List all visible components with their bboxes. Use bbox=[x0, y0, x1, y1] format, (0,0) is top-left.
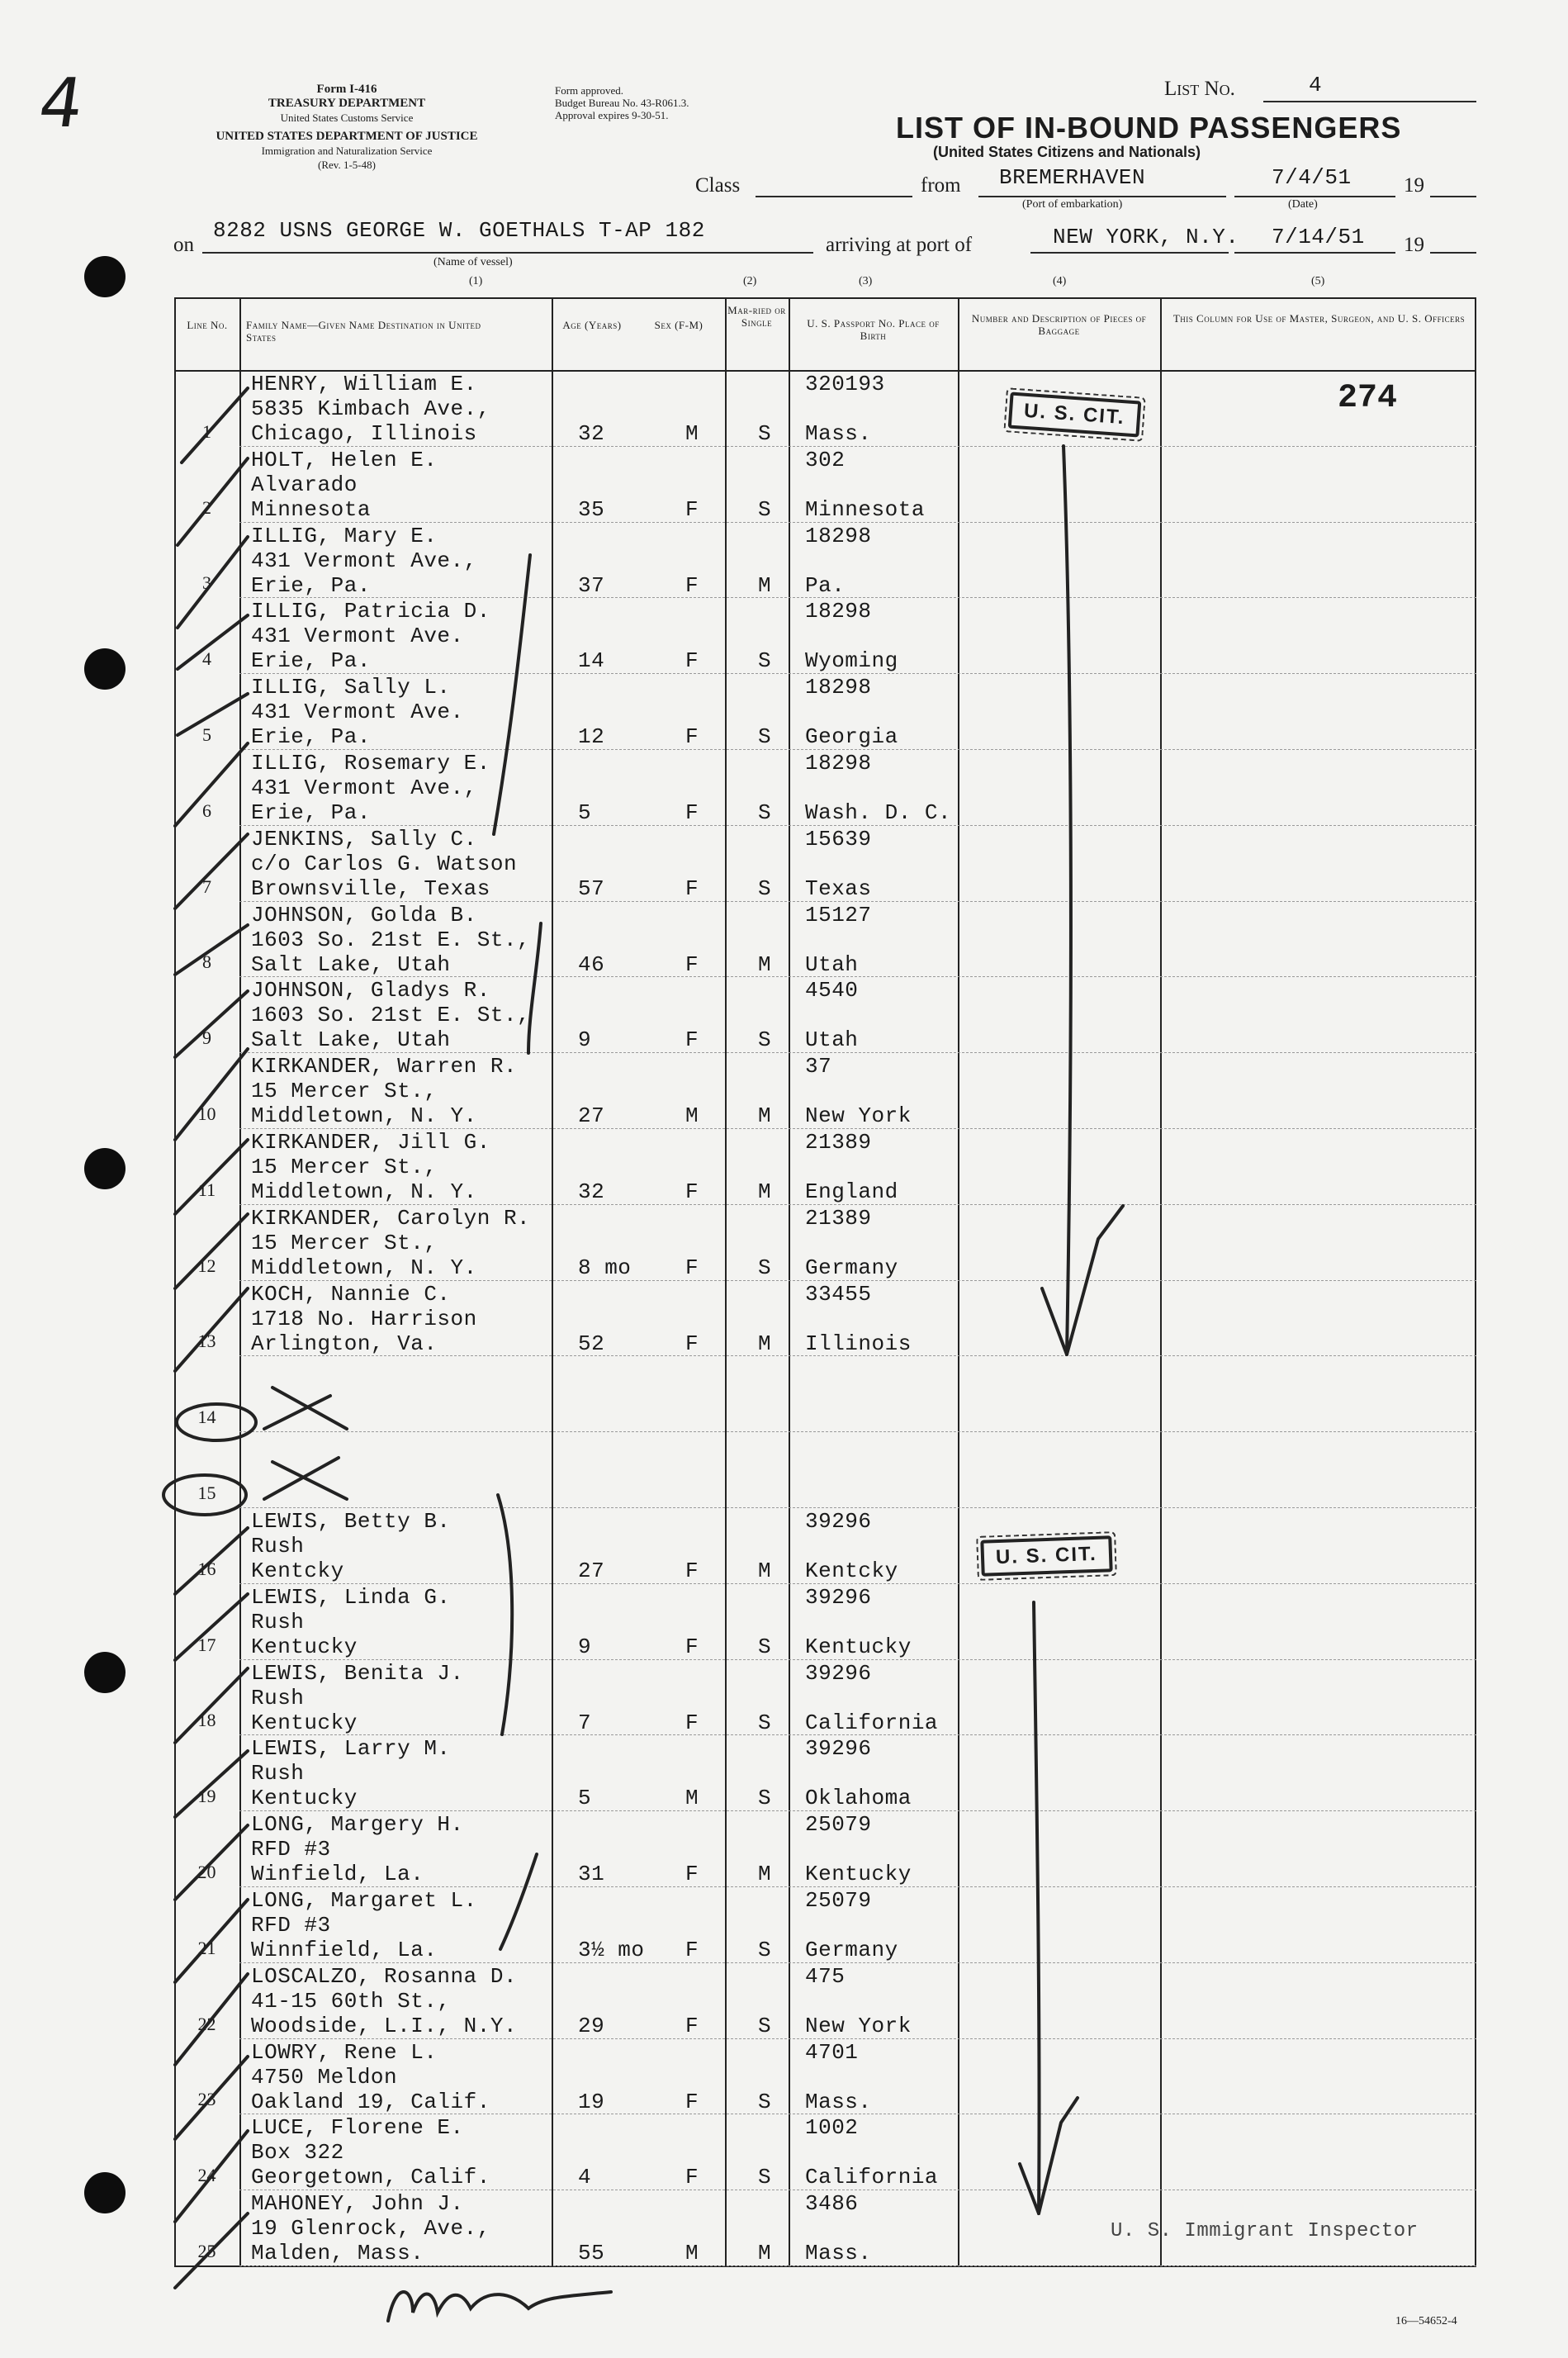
line-number: 24 bbox=[197, 2165, 216, 2186]
col-number: (4) bbox=[1053, 275, 1067, 287]
footer-code: 16—54652-4 bbox=[1395, 2315, 1457, 2327]
passenger-marital-status: M bbox=[758, 1862, 772, 1887]
passenger-name: MAHONEY, John J. bbox=[251, 2191, 464, 2217]
passenger-destination: Winnfield, La. bbox=[251, 1938, 438, 1962]
arrival-port: NEW YORK, N.Y. bbox=[1053, 225, 1239, 249]
passenger-name: ILLIG, Sally L. bbox=[251, 675, 451, 700]
passenger-sex: M bbox=[685, 1786, 699, 1811]
place-of-birth: Utah bbox=[805, 951, 859, 977]
col-header-married: Mar-ried or Single bbox=[727, 304, 786, 329]
passenger-sex: F bbox=[685, 1938, 699, 1962]
date-caption: (Date) bbox=[1288, 198, 1318, 211]
passport-number: 21389 bbox=[805, 1205, 872, 1231]
line-number: 15 bbox=[197, 1483, 216, 1503]
passenger-sex: M bbox=[685, 421, 699, 446]
passport-number: 320193 bbox=[805, 372, 885, 396]
passenger-address: 15 Mercer St., bbox=[251, 1230, 438, 1255]
vessel-caption: (Name of vessel) bbox=[433, 256, 513, 268]
passenger-age: 27 bbox=[578, 1559, 605, 1583]
passenger-name: KIRKANDER, Carolyn R. bbox=[251, 1205, 531, 1231]
cross-mark bbox=[264, 1458, 347, 1499]
passenger-sex: F bbox=[685, 1634, 699, 1659]
col-header-sex: Sex (F-M) bbox=[654, 319, 703, 331]
passenger-sex: F bbox=[685, 724, 699, 750]
passenger-name: ILLIG, Rosemary E. bbox=[251, 751, 490, 776]
col-header-name: Family Name—Given Name Destination in United States bbox=[246, 319, 481, 344]
passenger-address: 1603 So. 21st E. St., bbox=[251, 927, 531, 952]
passenger-address: 431 Vermont Ave. bbox=[251, 700, 464, 725]
form-revision: (Rev. 1-5-48) bbox=[318, 159, 376, 171]
passenger-marital-status: S bbox=[758, 800, 772, 825]
passenger-marital-status: M bbox=[758, 572, 772, 598]
passenger-age: 35 bbox=[578, 496, 605, 522]
check-mark bbox=[1020, 2098, 1078, 2213]
year-label-2: 19 bbox=[1404, 234, 1424, 256]
passenger-destination: Salt Lake, Utah bbox=[251, 1027, 451, 1053]
passport-number: 15127 bbox=[805, 902, 872, 928]
passport-number: 15639 bbox=[805, 826, 872, 852]
passenger-destination: Chicago, Illinois bbox=[251, 421, 477, 446]
tick-marks bbox=[175, 388, 248, 1371]
passenger-destination: Winfield, La. bbox=[251, 1862, 424, 1887]
line-number: 8 bbox=[202, 951, 211, 973]
passenger-marital-status: M bbox=[758, 951, 772, 977]
passport-number: 33455 bbox=[805, 1281, 872, 1307]
passenger-marital-status: S bbox=[758, 1634, 772, 1659]
passenger-address: 431 Vermont Ave., bbox=[251, 548, 477, 573]
passenger-age: 7 bbox=[578, 1710, 592, 1735]
passenger-sex: F bbox=[685, 800, 699, 825]
passenger-destination: Erie, Pa. bbox=[251, 800, 371, 825]
passenger-name: LEWIS, Benita J. bbox=[251, 1660, 464, 1686]
passenger-destination: Erie, Pa. bbox=[251, 648, 371, 674]
place-of-birth: Wyoming bbox=[805, 648, 898, 674]
list-no-label: List No. bbox=[1164, 78, 1235, 100]
passport-number: 18298 bbox=[805, 751, 872, 776]
passport-number: 39296 bbox=[805, 1736, 872, 1762]
passenger-age: 9 bbox=[578, 1634, 592, 1659]
passenger-marital-status: S bbox=[758, 421, 772, 446]
passport-number: 21389 bbox=[805, 1130, 872, 1155]
passport-number: 3486 bbox=[805, 2191, 859, 2217]
us-citizen-stamp: U. S. CIT. bbox=[1008, 392, 1141, 438]
place-of-birth: New York bbox=[805, 2013, 912, 2038]
passenger-sex: F bbox=[685, 648, 699, 674]
passenger-address: RFD #3 bbox=[251, 1837, 331, 1862]
family-bracket bbox=[498, 1495, 512, 1734]
place-of-birth: Germany bbox=[805, 1255, 898, 1280]
check-mark bbox=[1042, 1206, 1123, 1355]
passenger-sex: M bbox=[685, 2241, 699, 2266]
passenger-destination: Kentcky bbox=[251, 1559, 344, 1583]
passenger-sex: F bbox=[685, 2165, 699, 2190]
passenger-marital-status: M bbox=[758, 1103, 772, 1129]
passenger-name: HOLT, Helen E. bbox=[251, 447, 438, 472]
passenger-age: 5 bbox=[578, 1786, 592, 1811]
passenger-sex: F bbox=[685, 496, 699, 522]
passenger-address: 4750 Meldon bbox=[251, 2064, 398, 2090]
passenger-name: LONG, Margery H. bbox=[251, 1812, 464, 1838]
passenger-sex: F bbox=[685, 1331, 699, 1356]
circled-line-14 bbox=[177, 1404, 256, 1440]
line-number: 3 bbox=[202, 572, 211, 594]
baggage-arrow bbox=[1063, 446, 1071, 1355]
line-number: 11 bbox=[197, 1179, 216, 1200]
passenger-marital-status: S bbox=[758, 648, 772, 674]
passport-number: 39296 bbox=[805, 1509, 872, 1534]
place-of-birth: New York bbox=[805, 1103, 912, 1129]
passenger-marital-status: S bbox=[758, 1710, 772, 1735]
passport-number: 4540 bbox=[805, 978, 859, 1003]
col-number: (2) bbox=[743, 275, 757, 287]
line-number: 22 bbox=[197, 2013, 216, 2034]
line-number: 16 bbox=[197, 1558, 216, 1579]
baggage-arrow bbox=[1034, 1602, 1040, 2213]
passenger-age: 31 bbox=[578, 1862, 605, 1887]
passport-number: 475 bbox=[805, 1963, 846, 1989]
passenger-name: LOWRY, Rene L. bbox=[251, 2039, 438, 2065]
passenger-destination: Arlington, Va. bbox=[251, 1331, 438, 1356]
place-of-birth: Mass. bbox=[805, 2241, 872, 2266]
passport-number: 18298 bbox=[805, 675, 872, 700]
passenger-address: Alvarado bbox=[251, 472, 358, 497]
place-of-birth: California bbox=[805, 1710, 939, 1735]
passenger-name: JOHNSON, Golda B. bbox=[251, 902, 477, 928]
passenger-sex: F bbox=[685, 2089, 699, 2114]
passenger-destination: Kentucky bbox=[251, 1634, 358, 1659]
passenger-destination: Kentucky bbox=[251, 1786, 358, 1811]
passenger-destination: Salt Lake, Utah bbox=[251, 951, 451, 977]
passport-number: 18298 bbox=[805, 599, 872, 624]
passenger-age: 8 mo bbox=[578, 1255, 632, 1280]
passenger-age: 27 bbox=[578, 1103, 605, 1129]
passenger-sex: F bbox=[685, 1710, 699, 1735]
passenger-address: Rush bbox=[251, 1761, 305, 1786]
approval-line: Budget Bureau No. 43-R061.3. bbox=[555, 97, 689, 109]
customs-service: United States Customs Service bbox=[280, 111, 414, 124]
passenger-sex: F bbox=[685, 2013, 699, 2038]
passenger-address: Rush bbox=[251, 1685, 305, 1710]
line-number: 18 bbox=[197, 1710, 216, 1731]
line-number: 1 bbox=[202, 420, 211, 442]
passenger-age: 19 bbox=[578, 2089, 605, 2114]
place-of-birth: Utah bbox=[805, 1027, 859, 1053]
line-number: 17 bbox=[197, 1634, 216, 1655]
passenger-sex: M bbox=[685, 1103, 699, 1129]
passenger-name: LEWIS, Larry M. bbox=[251, 1736, 451, 1762]
place-of-birth: Germany bbox=[805, 1938, 898, 1962]
passenger-address: 1603 So. 21st E. St., bbox=[251, 1003, 531, 1028]
passenger-age: 4 bbox=[578, 2165, 592, 2190]
passenger-destination: Erie, Pa. bbox=[251, 724, 371, 750]
passenger-address: 15 Mercer St., bbox=[251, 1079, 438, 1104]
dept-justice: UNITED STATES DEPARTMENT OF JUSTICE bbox=[216, 130, 478, 143]
passenger-name: JENKINS, Sally C. bbox=[251, 826, 477, 852]
passenger-name: HENRY, William E. bbox=[251, 372, 477, 396]
passenger-address: c/o Carlos G. Watson bbox=[251, 851, 518, 876]
arriving-label: arriving at port of bbox=[826, 234, 973, 256]
passenger-destination: Kentucky bbox=[251, 1710, 358, 1735]
inspector-title: U. S. Immigrant Inspector bbox=[1111, 2220, 1419, 2242]
place-of-birth: Illinois bbox=[805, 1331, 912, 1356]
passport-number: 4701 bbox=[805, 2039, 859, 2065]
line-number: 9 bbox=[202, 1027, 211, 1049]
family-bracket bbox=[500, 1854, 537, 1949]
passenger-sex: F bbox=[685, 1559, 699, 1583]
us-citizen-stamp: U. S. CIT. bbox=[980, 1535, 1112, 1577]
passenger-sex: F bbox=[685, 1862, 699, 1887]
passenger-marital-status: S bbox=[758, 496, 772, 522]
col-header-baggage: Number and Description of Pieces of Baggage bbox=[971, 312, 1147, 337]
passenger-name: KOCH, Nannie C. bbox=[251, 1281, 451, 1307]
passenger-name: LUCE, Florene E. bbox=[251, 2115, 464, 2141]
passenger-age: 57 bbox=[578, 875, 605, 901]
arrival-date: 7/14/51 bbox=[1272, 225, 1365, 249]
on-label: on bbox=[173, 234, 194, 256]
place-of-birth: Pa. bbox=[805, 572, 846, 598]
passenger-destination: Brownsville, Texas bbox=[251, 875, 490, 901]
place-of-birth: Georgia bbox=[805, 724, 898, 750]
passenger-destination: Middletown, N. Y. bbox=[251, 1103, 477, 1129]
passenger-address: RFD #3 bbox=[251, 1913, 331, 1938]
passenger-address: Rush bbox=[251, 1609, 305, 1634]
passenger-marital-status: S bbox=[758, 2013, 772, 2038]
passenger-age: 37 bbox=[578, 572, 605, 598]
passenger-destination: Oakland 19, Calif. bbox=[251, 2089, 490, 2114]
passenger-sex: F bbox=[685, 951, 699, 977]
passenger-sex: F bbox=[685, 1179, 699, 1204]
passenger-marital-status: S bbox=[758, 724, 772, 750]
port-embark-caption: (Port of embarkation) bbox=[1022, 198, 1123, 211]
line-number: 10 bbox=[197, 1103, 216, 1124]
col-number: (5) bbox=[1311, 275, 1325, 287]
passenger-address: Rush bbox=[251, 1534, 305, 1559]
passenger-marital-status: S bbox=[758, 1255, 772, 1280]
passport-number: 25079 bbox=[805, 1888, 872, 1913]
passenger-age: 55 bbox=[578, 2241, 605, 2266]
place-of-birth: Kentucky bbox=[805, 1862, 912, 1887]
passenger-marital-status: S bbox=[758, 2165, 772, 2190]
family-bracket bbox=[528, 923, 541, 1053]
passenger-age: 46 bbox=[578, 951, 605, 977]
approval-line: Approval expires 9-30-51. bbox=[555, 109, 669, 121]
line-number: 4 bbox=[202, 648, 211, 670]
place-of-birth: Kentcky bbox=[805, 1559, 898, 1583]
col-number: (3) bbox=[859, 275, 873, 287]
passenger-age: 3½ mo bbox=[578, 1938, 645, 1962]
line-number: 21 bbox=[197, 1937, 216, 1958]
passport-number: 302 bbox=[805, 447, 846, 472]
cross-mark bbox=[264, 1388, 347, 1429]
passenger-age: 14 bbox=[578, 648, 605, 674]
line-number: 5 bbox=[202, 724, 211, 745]
line-number: 7 bbox=[202, 875, 211, 897]
vessel-name: 8282 USNS GEORGE W. GOETHALS T-AP 182 bbox=[213, 218, 705, 243]
port-of-embarkation: BREMERHAVEN bbox=[999, 165, 1146, 190]
col-header-passport: U. S. Passport No. Place of Birth bbox=[807, 317, 940, 342]
col-header-officers: This Column for Use of Master, Surgeon, and U. S. Officers bbox=[1172, 312, 1466, 325]
passenger-destination: Erie, Pa. bbox=[251, 572, 371, 598]
passport-number: 25079 bbox=[805, 1812, 872, 1838]
circled-line-15 bbox=[163, 1475, 246, 1515]
passenger-sex: F bbox=[685, 1255, 699, 1280]
line-number: 2 bbox=[202, 496, 211, 518]
passenger-destination: Georgetown, Calif. bbox=[251, 2165, 490, 2190]
passport-number: 39296 bbox=[805, 1660, 872, 1686]
passport-number: 37 bbox=[805, 1054, 832, 1079]
list-no-value: 4 bbox=[1309, 73, 1323, 97]
passenger-destination: Woodside, L.I., N.Y. bbox=[251, 2013, 518, 2038]
place-of-birth: California bbox=[805, 2165, 939, 2190]
passenger-address: 431 Vermont Ave. bbox=[251, 624, 464, 649]
place-of-birth: Kentucky bbox=[805, 1634, 912, 1659]
line-number: 12 bbox=[197, 1255, 216, 1276]
place-of-birth: Mass. bbox=[805, 2089, 872, 2114]
handwritten-page-number: 4 bbox=[34, 64, 88, 143]
line-number: 14 bbox=[197, 1407, 216, 1428]
passenger-marital-status: M bbox=[758, 2241, 772, 2266]
family-bracket bbox=[494, 555, 530, 834]
passenger-name: LONG, Margaret L. bbox=[251, 1888, 477, 1913]
col-header-age: Age (Years) bbox=[562, 319, 622, 331]
passenger-destination: Malden, Mass. bbox=[251, 2241, 424, 2266]
passenger-name: KIRKANDER, Jill G. bbox=[251, 1130, 490, 1155]
passenger-age: 32 bbox=[578, 421, 605, 446]
passenger-address: 41-15 60th St., bbox=[251, 1988, 451, 2014]
tick-marks bbox=[175, 1528, 248, 2288]
passenger-address: 19 Glenrock, Ave., bbox=[251, 2216, 490, 2242]
passport-number: 39296 bbox=[805, 1584, 872, 1610]
passenger-address: 5835 Kimbach Ave., bbox=[251, 396, 490, 421]
passenger-marital-status: S bbox=[758, 1786, 772, 1811]
form-subtitle: (United States Citizens and Nationals) bbox=[933, 144, 1201, 160]
class-label: Class bbox=[695, 174, 741, 197]
passenger-marital-status: S bbox=[758, 1027, 772, 1053]
form-id: Form I-416 bbox=[316, 83, 377, 96]
passenger-marital-status: M bbox=[758, 1331, 772, 1356]
passenger-age: 12 bbox=[578, 724, 605, 750]
passenger-marital-status: S bbox=[758, 2089, 772, 2114]
passenger-destination: Minnesota bbox=[251, 496, 371, 522]
line-number: 20 bbox=[197, 1862, 216, 1882]
passenger-marital-status: M bbox=[758, 1179, 772, 1204]
passenger-marital-status: S bbox=[758, 1938, 772, 1962]
passenger-destination: Middletown, N. Y. bbox=[251, 1179, 477, 1204]
place-of-birth: Oklahoma bbox=[805, 1786, 912, 1811]
place-of-birth: Mass. bbox=[805, 421, 872, 446]
approval-line: Form approved. bbox=[555, 84, 624, 97]
col-number: (1) bbox=[469, 275, 483, 287]
place-of-birth: England bbox=[805, 1179, 898, 1204]
dept-treasury: TREASURY DEPARTMENT bbox=[268, 97, 426, 110]
passenger-marital-status: M bbox=[758, 1559, 772, 1583]
passenger-name: LEWIS, Linda G. bbox=[251, 1584, 451, 1610]
line-number: 6 bbox=[202, 799, 211, 821]
passenger-name: KIRKANDER, Warren R. bbox=[251, 1054, 518, 1079]
line-number: 13 bbox=[197, 1331, 216, 1352]
passenger-marital-status: S bbox=[758, 875, 772, 901]
passenger-sex: F bbox=[685, 572, 699, 598]
ins-service: Immigration and Naturalization Service bbox=[261, 145, 433, 157]
place-of-birth: Minnesota bbox=[805, 496, 925, 522]
passenger-name: LOSCALZO, Rosanna D. bbox=[251, 1963, 518, 1989]
line-number: 25 bbox=[197, 2241, 216, 2261]
col-header-line: Line No. bbox=[187, 319, 228, 331]
passenger-name: LEWIS, Betty B. bbox=[251, 1509, 451, 1534]
form-title: LIST OF IN-BOUND PASSENGERS bbox=[896, 111, 1402, 145]
passenger-sex: F bbox=[685, 875, 699, 901]
signature bbox=[388, 2292, 611, 2321]
passenger-age: 5 bbox=[578, 800, 592, 825]
line-number: 23 bbox=[197, 2089, 216, 2110]
passenger-age: 29 bbox=[578, 2013, 605, 2038]
passenger-address: 15 Mercer St., bbox=[251, 1155, 438, 1179]
line-number: 19 bbox=[197, 1786, 216, 1807]
place-of-birth: Wash. D. C. bbox=[805, 800, 952, 825]
from-label: from bbox=[921, 174, 961, 197]
passenger-address: 1718 No. Harrison bbox=[251, 1306, 477, 1331]
place-of-birth: Texas bbox=[805, 875, 872, 901]
passenger-age: 9 bbox=[578, 1027, 592, 1053]
passenger-sex: F bbox=[685, 1027, 699, 1053]
year-label: 19 bbox=[1404, 174, 1424, 197]
passenger-name: ILLIG, Mary E. bbox=[251, 523, 438, 548]
passenger-address: 431 Vermont Ave., bbox=[251, 776, 477, 800]
passport-number: 18298 bbox=[805, 523, 872, 548]
passenger-age: 32 bbox=[578, 1179, 605, 1204]
passenger-address: Box 322 bbox=[251, 2140, 344, 2166]
passenger-name: ILLIG, Patricia D. bbox=[251, 599, 490, 624]
embarkation-date: 7/4/51 bbox=[1272, 165, 1352, 190]
passenger-destination: Middletown, N. Y. bbox=[251, 1255, 477, 1280]
officer-note: 274 bbox=[1338, 380, 1398, 417]
passenger-age: 52 bbox=[578, 1331, 605, 1356]
passport-number: 1002 bbox=[805, 2115, 859, 2141]
passenger-name: JOHNSON, Gladys R. bbox=[251, 978, 490, 1003]
